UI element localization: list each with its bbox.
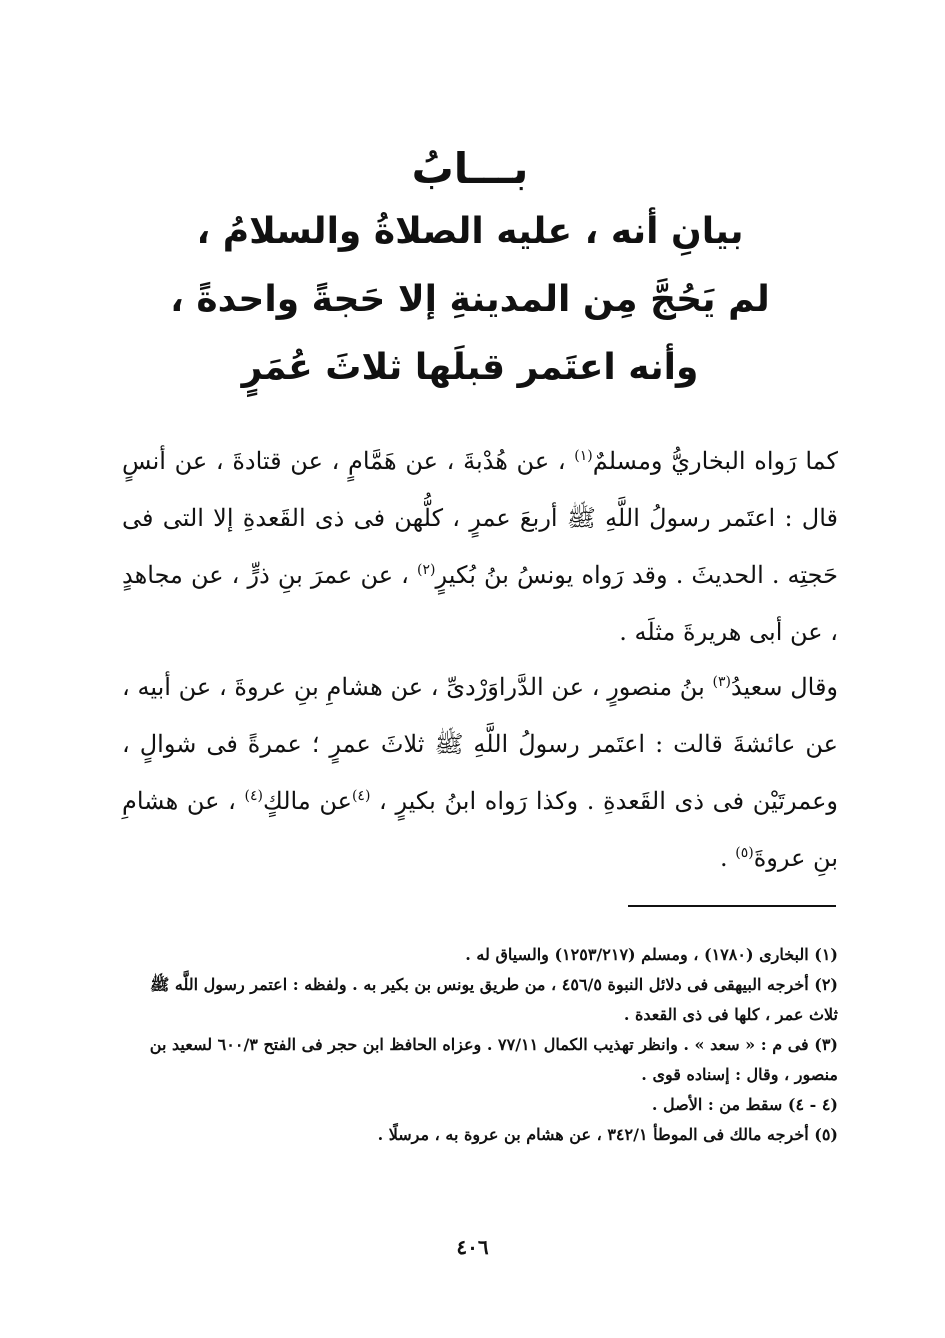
footnote-3: (٣) فى م : « سعد » . وانظر تهذيب الكمال ٧٧/١١ . وعزاه الحافظ ابن حجر فى الفتح ٦٠٠/٣ لسعيد بن منصور ، وقال : إسناده قوى .: [149, 1035, 838, 1084]
paragraph-1: [122, 433, 838, 661]
paragraph-2: [122, 659, 838, 887]
paragraph-1-text-c: ، عن عمرَ بنِ ذرٍّ ، عن مجاهدٍ ، عن أبى هريرةَ مثلَه .: [122, 561, 838, 646]
footnote-ref-4-end: (٤): [244, 788, 263, 804]
footnote-ref-2: (٢): [416, 562, 436, 578]
footnote-2: (٢) أخرجه البيهقى فى دلائل النبوة ٤٥٦/٥ ، من طريق يونس بن بكير به . ولفظه : اعتمر رسول اللَّه ﷺ ثلاث عمر ، كلها فى ذى القعدة .: [150, 975, 838, 1024]
footnote-5: (٥) أخرجه مالك فى الموطأ ٣٤٢/١ ، عن هشام بن عروة به ، مرسلًا .: [377, 1125, 838, 1144]
footnote-ref-4-start: (٤): [351, 788, 371, 804]
chapter-title-line-2: لم يَحُجَّ مِن المدينةِ إلا حَجةً واحدةً ،: [170, 279, 770, 320]
paragraph-2-text-a: وقال سعيدُ: [730, 673, 839, 701]
footnote-ref-3: (٣): [712, 674, 731, 690]
chapter-heading: [150, 140, 790, 402]
page-number: ٤٠٦: [456, 1235, 489, 1259]
chapter-title-line-1: بيانِ أنه ، عليه الصلاةُ والسلامُ ،: [196, 211, 744, 252]
footnotes: [130, 940, 838, 1150]
footnote-divider: [628, 905, 836, 907]
paragraph-2-text-d: ، عن هشامِ بنِ عروةَ: [122, 787, 838, 872]
footnote-4: (٤ - ٤) سقط من : الأصل .: [651, 1095, 838, 1114]
footnote-ref-1: (١): [574, 448, 593, 464]
chapter-title-line-3: وأنه اعتَمر قبلَها ثلاثَ عُمَرٍ: [241, 347, 699, 388]
paragraph-2-text-c: عن مالكٍ: [262, 787, 352, 815]
footnote-1: (١) البخارى (١٧٨٠) ، ومسلم (١٢٥٣/٢١٧) والسياق له .: [465, 945, 838, 964]
paragraph-1-text-b: ، عن هُدْبةَ ، عن هَمَّامٍ ، عن قتادةَ ، عن أنسٍ قال : اعتَمر رسولُ اللَّهِ ﷺ أربعَ عمرٍ ، كلُّهن فى ذى القَعدةِ إلا التى فى حَجتِه . الحديثَ . وقد رَواه يونسُ بنُ بُكيرٍ: [122, 447, 838, 589]
paragraph-2-text-b: بنُ منصورٍ ، عن الدَّراوَرْدىِّ ، عن هشامِ بنِ عروةَ ، عن أبيه ، عن عائشةَ قالت : اعتَمر رسولُ اللَّهِ ﷺ ثلاثَ عمرٍ ؛ عمرةً فى شوالٍ ، وعمرتَيْن فى ذى القَعدةِ . وكذا رَواه ابنُ بكيرٍ ،: [122, 673, 838, 815]
paragraph-2-text-e: .: [719, 844, 736, 872]
chapter-label: بـــابُ: [411, 144, 529, 193]
paragraph-1-text-a: كما رَواه البخاريُّ ومسلمٌ: [592, 447, 838, 475]
footnote-ref-5: (٥): [735, 845, 754, 861]
